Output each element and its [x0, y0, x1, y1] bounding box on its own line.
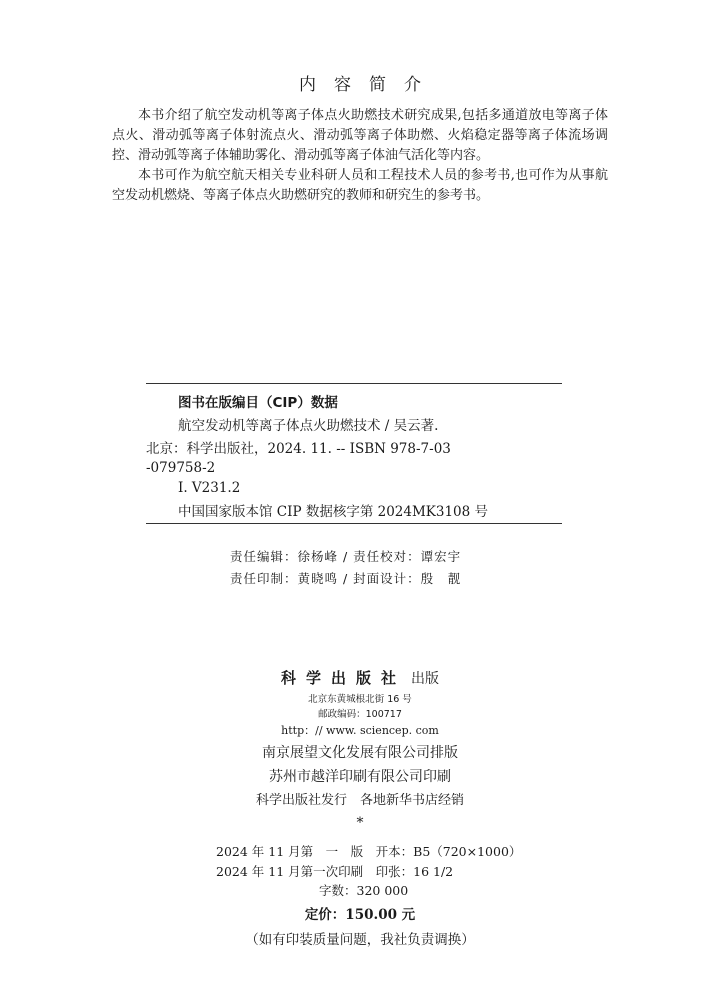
typesetter: 南京展望文化发展有限公司排版 — [262, 745, 458, 761]
cip-top-divider — [146, 383, 562, 384]
quality-notice: （如有印装质量问题，我社负责调换） — [245, 932, 475, 948]
cip-isbn-line: -079758-2 — [146, 460, 216, 476]
publisher-website: http：// www. sciencep. com — [281, 724, 439, 737]
price: 定价：150.00 元 — [304, 907, 416, 923]
publisher-line — [0, 667, 720, 688]
printer: 苏州市越洋印刷有限公司印刷 — [269, 769, 451, 785]
word-count: 字数：320 000 — [319, 883, 409, 898]
separator-star: * — [356, 815, 364, 831]
staff-editors: 责任编辑：徐杨峰 / 责任校对：谭宏宇 — [230, 549, 462, 564]
publisher-suffix: 出版 — [411, 671, 440, 687]
cip-classification: Ⅰ. V231.2 — [178, 480, 241, 496]
edition-line: 2024 年 11 月第 一 版 开本：B5（720×1000） — [216, 844, 522, 859]
cip-bottom-divider — [146, 523, 562, 524]
intro-paragraph-2: 本书可作为航空航天相关专业科研人员和工程技术人员的参考书,也可作为从事航空发动机燃烧、等离子体点火助燃研究的教师和研究生的参考书。 — [112, 168, 608, 203]
publisher-address: 北京东黄城根北街 16 号 — [308, 694, 412, 705]
staff-production: 责任印制：黄晓鸣 / 封面设计：殷 靓 — [230, 571, 462, 586]
cip-record-number: 中国国家版本馆 CIP 数据核字第 2024MK3108 号 — [178, 504, 489, 520]
publisher-name: 科学出版社 — [280, 669, 406, 687]
cip-title-line: 航空发动机等离子体点火助燃技术 / 吴云著. — [178, 418, 439, 434]
intro-paragraph-1: 本书介绍了航空发动机等离子体点火助燃技术研究成果,包括多通道放电等离子体点火、滑动弧等离子体射流点火、滑动弧等离子体助燃、火焰稳定器等离子体流场调控、滑动弧等离子体辅助雾化、滑动弧等离子体油气活化等内容。 — [112, 108, 608, 163]
publisher-postcode: 邮政编码：100717 — [318, 709, 402, 720]
printing-line: 2024 年 11 月第一次印刷 印张：16 1/2 — [216, 864, 454, 879]
distribution: 科学出版社发行 各地新华书店经销 — [255, 793, 464, 808]
cip-publisher-line: 北京：科学出版社，2024. 11. -- ISBN 978-7-03 — [146, 441, 451, 457]
page-title: 内容简介 — [299, 75, 439, 95]
cip-heading: 图书在版编目（CIP）数据 — [178, 395, 338, 411]
